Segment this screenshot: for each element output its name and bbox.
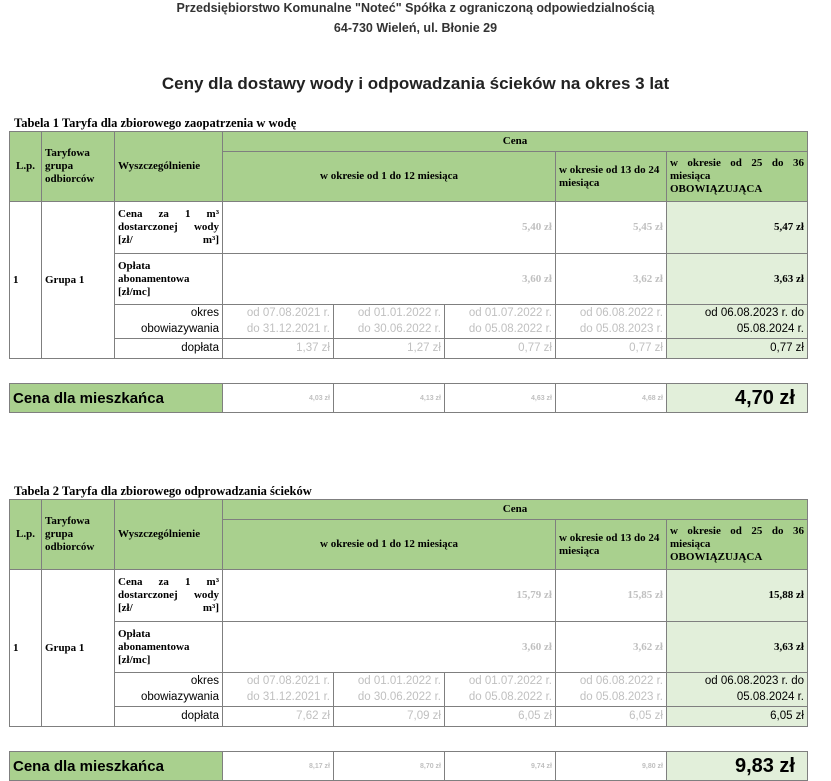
period3-header (667, 152, 808, 202)
resident-price-1: 8,17 zł (223, 752, 334, 781)
table1-water-tariff (9, 131, 808, 413)
resident-price-2: 8,70 zł (334, 752, 445, 781)
surcharge-3: 6,05 zł (445, 707, 556, 727)
period-from-1: od 07.08.2021 r. (223, 305, 334, 322)
period-from-2: od 01.01.2022 r. (334, 305, 445, 322)
period1-header: w okresie od 1 do 12 miesiąca (223, 520, 556, 570)
surcharge-1: 7,62 zł (223, 707, 334, 727)
period-from-current: od 06.08.2023 r. do (667, 305, 808, 322)
period2-header: w okresie od 13 do 24 miesiąca (556, 152, 667, 202)
resident-price-3: 9,74 zł (445, 752, 556, 781)
current-status-label: OBOWIĄZUJĄCA (670, 551, 763, 563)
fee-period2: 3,62 zł (556, 254, 667, 305)
period-to-3: do 05.08.2022 r. (445, 690, 556, 707)
surcharge-1: 1,37 zł (223, 339, 334, 359)
price-m3-current: 15,88 zł (667, 570, 808, 622)
price-m3-period1: 15,79 zł (223, 570, 556, 622)
period-from-3: od 01.07.2022 r. (445, 673, 556, 690)
surcharge-3: 0,77 zł (445, 339, 556, 359)
row-group: Grupa 1 (42, 570, 115, 727)
surcharge-label: dopłata (115, 707, 223, 727)
price-m3-period1: 5,40 zł (223, 202, 556, 254)
fee-period2: 3,62 zł (556, 622, 667, 673)
document-title: Ceny dla dostawy wody i odpowadzania ścieków na okres 3 lat (161, 74, 670, 93)
period-to-1: do 31.12.2021 r. (223, 322, 334, 339)
period-from-4: od 06.08.2022 r. (556, 673, 667, 690)
price-m3-current: 5,47 zł (667, 202, 808, 254)
fee-current: 3,63 zł (667, 254, 808, 305)
row-lp: 1 (10, 570, 42, 727)
resident-price-2: 4,13 zł (334, 384, 445, 413)
fee-period1: 3,60 zł (223, 254, 556, 305)
fee-current: 3,63 zł (667, 622, 808, 673)
col-lp-header: L.p. (10, 500, 42, 570)
resident-price-4: 4,68 zł (556, 384, 667, 413)
period-to-3: do 05.08.2022 r. (445, 322, 556, 339)
table2-caption: Tabela 2 Taryfa dla zbiorowego odprowadzania ścieków (14, 484, 312, 498)
surcharge-2: 7,09 zł (334, 707, 445, 727)
period3-label: w okresie od 25 do 36 miesiąca (670, 525, 804, 550)
period-to-4: do 05.08.2023 r. (556, 322, 667, 339)
current-status-label: OBOWIĄZUJĄCA (670, 183, 763, 195)
validity-label-2: obowiazywania (115, 690, 223, 707)
resident-price-4: 9,80 zł (556, 752, 667, 781)
subscription-fee-label: Opłata abonamentowa [zł/mc] (115, 622, 223, 673)
price-m3-period2: 5,45 zł (556, 202, 667, 254)
period-from-4: od 06.08.2022 r. (556, 305, 667, 322)
resident-price-current: 4,70 zł (667, 384, 808, 413)
period-from-2: od 01.01.2022 r. (334, 673, 445, 690)
period1-header: w okresie od 1 do 12 miesiąca (223, 152, 556, 202)
period-from-3: od 01.07.2022 r. (445, 305, 556, 322)
price-per-m3-label: Cena za 1 m³ dostarczonej wody [zł/ m³] (115, 570, 223, 622)
resident-price-label: Cena dla mieszkańca (10, 384, 223, 413)
row-group: Grupa 1 (42, 202, 115, 359)
price-per-m3-label: Cena za 1 m³ dostarczonej wody [zł/ m³] (115, 202, 223, 254)
surcharge-current: 6,05 zł (667, 707, 808, 727)
resident-price-3: 4,63 zł (445, 384, 556, 413)
table1-caption: Tabela 1 Taryfa dla zbiorowego zaopatrzenia w wodę (14, 116, 297, 130)
subscription-fee-label: Opłata abonamentowa [zł/mc] (115, 254, 223, 305)
period-to-current: 05.08.2024 r. (667, 322, 808, 339)
surcharge-4: 6,05 zł (556, 707, 667, 727)
period-from-1: od 07.08.2021 r. (223, 673, 334, 690)
company-name: Przedsiębiorstwo Komunalne "Noteć" Spółka z ograniczoną odpowiedzialnością (176, 1, 655, 15)
col-desc-header: Wyszczególnienie (115, 500, 223, 570)
validity-label-1: okres (115, 305, 223, 322)
period-to-current: 05.08.2024 r. (667, 690, 808, 707)
col-lp-header: L.p. (10, 132, 42, 202)
col-group-header: Taryfowa grupa odbiorców (42, 132, 115, 202)
col-price-header: Cena (223, 132, 808, 152)
period-to-2: do 30.06.2022 r. (334, 690, 445, 707)
col-desc-header: Wyszczególnienie (115, 132, 223, 202)
resident-price-label: Cena dla mieszkańca (10, 752, 223, 781)
resident-price-1: 4,03 zł (223, 384, 334, 413)
period3-label: w okresie od 25 do 36 miesiąca (670, 157, 804, 182)
validity-label-1: okres (115, 673, 223, 690)
period-from-current: od 06.08.2023 r. do (667, 673, 808, 690)
period-to-1: do 31.12.2021 r. (223, 690, 334, 707)
surcharge-4: 0,77 zł (556, 339, 667, 359)
price-m3-period2: 15,85 zł (556, 570, 667, 622)
col-price-header: Cena (223, 500, 808, 520)
period2-header: w okresie od 13 do 24 miesiąca (556, 520, 667, 570)
period-to-2: do 30.06.2022 r. (334, 322, 445, 339)
period3-header (667, 520, 808, 570)
surcharge-2: 1,27 zł (334, 339, 445, 359)
row-lp: 1 (10, 202, 42, 359)
table2-sewage-tariff (9, 499, 808, 781)
fee-period1: 3,60 zł (223, 622, 556, 673)
company-address: 64-730 Wieleń, ul. Błonie 29 (333, 21, 498, 35)
surcharge-current: 0,77 zł (667, 339, 808, 359)
validity-label-2: obowiazywania (115, 322, 223, 339)
resident-price-current: 9,83 zł (667, 752, 808, 781)
surcharge-label: dopłata (115, 339, 223, 359)
period-to-4: do 05.08.2023 r. (556, 690, 667, 707)
col-group-header: Taryfowa grupa odbiorców (42, 500, 115, 570)
